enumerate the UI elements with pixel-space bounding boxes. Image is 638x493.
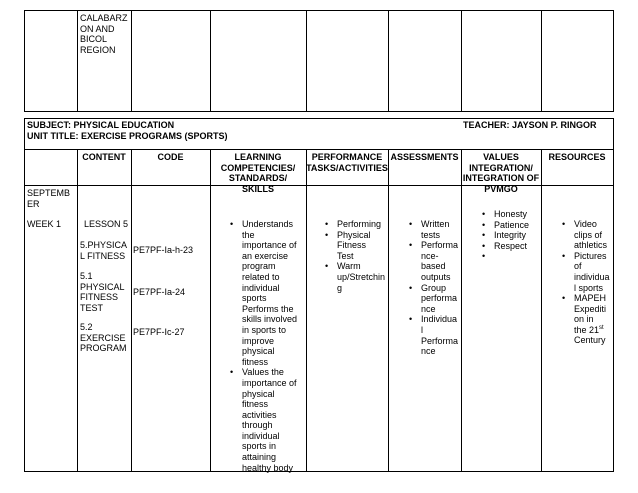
unit-title-label: UNIT TITLE: EXERCISE PROGRAMS (SPORTS) [27,131,228,141]
content-item: 5.PHYSICA L FITNESS [80,240,128,261]
list-item: • Patience [482,220,540,231]
competencies-list [230,219,308,473]
list-item: • Warm up/Stretchin g [325,261,389,293]
subject-label: SUBJECT: PHYSICAL EDUCATION [27,120,175,130]
code-item: PE7PF-Ic-27 [133,327,185,337]
resource-text-continued: Century [574,335,606,345]
list-item: • Integrity [482,230,540,241]
values-list [482,209,540,262]
week-label: WEEK 1 [27,219,62,229]
list-item: • Video clips of athletics [562,219,614,251]
list-item: • Physical Fitness Test [325,230,389,262]
teacher-label: TEACHER: JAYSON P. RINGOR [463,120,597,130]
list-item [562,293,614,335]
code-item: PE7PF-Ia-24 [133,287,186,297]
list-item: • Pictures of individua l sports [562,251,614,293]
col-header-content: CONTENT [82,152,126,162]
list-item: • Written tests [409,219,463,240]
col-header-resources: RESOURCES [548,152,606,162]
assessments-list [409,219,463,357]
col-header-performance: PERFORMANCE TASKS/ACTIVITIES [306,152,388,173]
resources-list [562,219,614,336]
content-item: 5.1 PHYSICAL FITNESS TEST [80,271,125,313]
lesson-label: LESSON 5 [84,219,129,229]
list-item: • Honesty [482,209,540,220]
list-item: • Understands the importance of an exercise program related to individual sports Performs the skills involved in sports to improve physical fitness [230,219,308,367]
resource-text: MAPEH Expediti on in the 21 [574,293,607,335]
month-label: SEPTEMB ER [27,188,71,209]
list-item: • Individua l Performa nce [409,314,463,356]
col-header-learning: LEARNING COMPETENCIES/ STANDARDS/ SKILLS [220,152,296,194]
performance-list [325,219,389,293]
region-label: CALABARZ ON AND BICOL REGION [80,13,128,55]
superscript: st [599,324,604,331]
list-item [482,251,540,262]
list-item: • Performa nce- based outputs [409,240,463,282]
content-item: 5.2 EXERCISE PROGRAM [80,322,127,354]
list-item: • Values the importance of physical fitness activities through individual sports in attaining healthy body [230,367,308,473]
col-header-code: CODE [157,152,184,162]
col-header-assessments: ASSESSMENTS [390,152,459,162]
list-item: • Performing [325,219,389,230]
list-item: • Group performa nce [409,283,463,315]
code-item: PE7PF-Ia-h-23 [133,245,194,255]
list-item: • Respect [482,241,540,252]
col-header-values: VALUES INTEGRATION/ INTEGRATION OF PVMGO [462,152,540,194]
